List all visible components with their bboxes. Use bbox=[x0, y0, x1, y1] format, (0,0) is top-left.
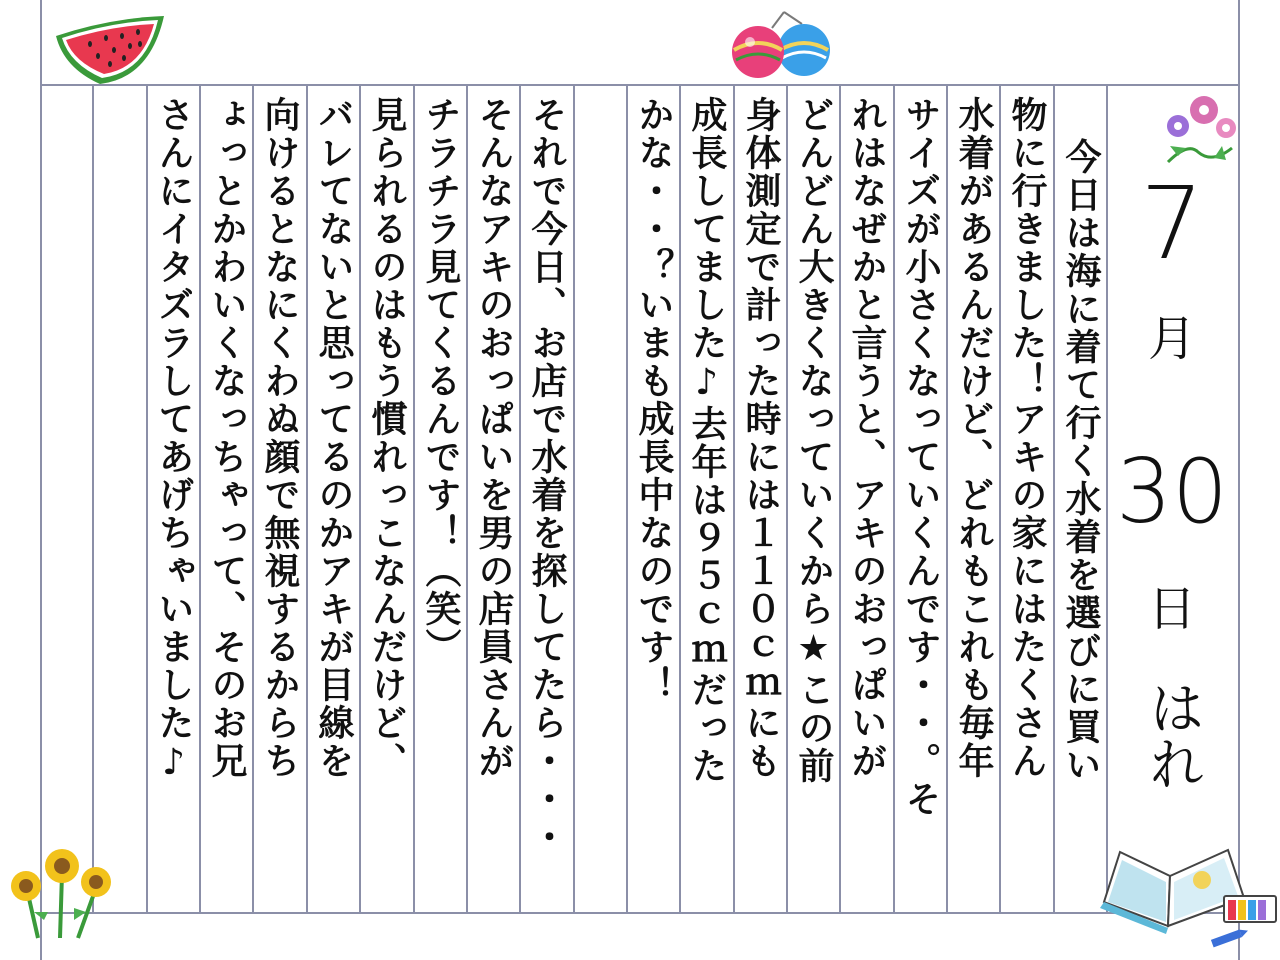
diary-line: 今日は海に着て行く水着を選びに買い bbox=[1060, 138, 1101, 784]
date-month-label: 月 bbox=[1147, 311, 1196, 367]
diary-line: どんどん大きくなっていくから★この前 bbox=[793, 96, 834, 785]
watermelon-icon bbox=[50, 8, 170, 88]
morning-glory-icon bbox=[1158, 92, 1242, 172]
crayons-icon bbox=[1208, 892, 1278, 952]
water-balloon-icon bbox=[728, 6, 832, 82]
diary-line: れはなぜかと言うと、アキのおっぱいが bbox=[846, 96, 887, 780]
date-month-number: 7 bbox=[1140, 165, 1204, 282]
date-day-label: 日 bbox=[1147, 581, 1196, 637]
diary-line: 見られるのはもう慣れっこなんだけど、 bbox=[366, 96, 407, 780]
sunflower-icon bbox=[4, 846, 114, 942]
diary-line bbox=[574, 96, 626, 866]
diary-line: チラチラ見てくるんです！（笑） bbox=[420, 96, 461, 666]
diary-line: ょっとかわいくなっちゃって、そのお兄 bbox=[206, 96, 247, 780]
diary-line: 成長してました♪去年は９５ｃｍだった bbox=[686, 96, 727, 785]
bottom-rule bbox=[40, 912, 1240, 914]
diary-line: 向けるとなにくわぬ顔で無視するからち bbox=[259, 96, 300, 780]
diary-line: 水着があるんだけど、どれもこれも毎年 bbox=[953, 96, 994, 780]
top-rule bbox=[40, 84, 1240, 86]
column-rule bbox=[92, 85, 94, 913]
weather-label: はれ bbox=[1140, 679, 1205, 791]
diary-line: 身体測定で計った時には１１０ｃｍにも bbox=[740, 96, 781, 780]
diary-line: さんにイタズラしてあげちゃいました♪ bbox=[153, 96, 194, 785]
diary-line: サイズが小さくなっていくんです・・。そ bbox=[900, 96, 941, 818]
date-day-number: 30 bbox=[1116, 440, 1228, 543]
diary-line: それで今日、お店で水着を探してたら・・・ bbox=[526, 96, 567, 856]
column-rule bbox=[1106, 85, 1108, 913]
diary-line: そんなアキのおっぱいを男の店員さんが bbox=[473, 96, 514, 780]
diary-line: バレてないと思ってるのかアキが目線を bbox=[313, 96, 354, 780]
diary-line: 物に行きました！アキの家にはたくさん bbox=[1006, 96, 1047, 780]
diary-line: かな・・？いまも成長中なのです！ bbox=[633, 96, 674, 704]
